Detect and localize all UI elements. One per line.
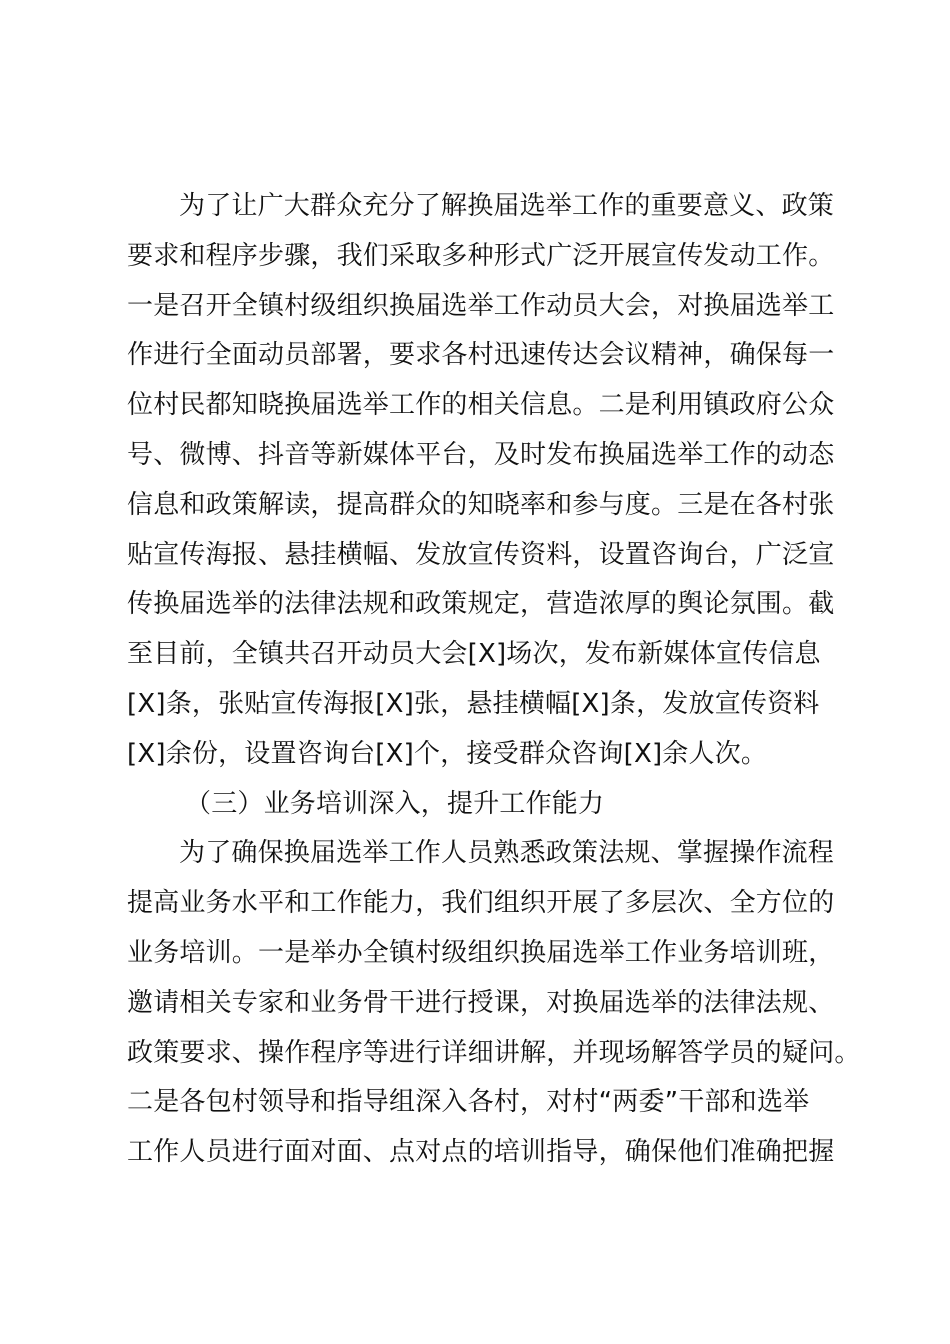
text-line: [X]余份，设置咨询台[X]个，接受群众咨询[X]余人次。 [127, 738, 768, 769]
text-line: 为了确保换届选举工作人员熟悉政策法规、掌握操作流程 [179, 838, 835, 869]
text-line: 工作人员进行面对面、点对点的培训指导，确保他们准确把握 [127, 1137, 835, 1168]
text-line: 二是各包村领导和指导组深入各村，对村“两委”干部和选举 [127, 1087, 810, 1118]
text-line: [X]条，张贴宣传海报[X]张，悬挂横幅[X]条，发放宣传资料 [127, 688, 820, 719]
text-line: 信息和政策解读，提高群众的知晓率和参与度。三是在各村张 [127, 489, 835, 520]
text-line: 号、微博、抖音等新媒体平台，及时发布换届选举工作的动态 [127, 439, 835, 470]
text-line: 为了让广大群众充分了解换届选举工作的重要意义、政策 [179, 191, 835, 221]
paragraph-publicity [127, 182, 833, 780]
text-line: 邀请相关专家和业务骨干进行授课，对换届选举的法律法规、 [127, 987, 835, 1018]
text-line: 贴宣传海报、悬挂横幅、发放宣传资料，设置咨询台，广泛宣 [127, 539, 835, 570]
text-line: 政策要求、操作程序等进行详细讲解，并现场解答学员的疑问。 [127, 1037, 861, 1068]
text-line: 作进行全面动员部署，要求各村迅速传达会议精神，确保每一 [127, 340, 835, 371]
text-line: 位村民都知晓换届选举工作的相关信息。二是利用镇政府公众 [127, 390, 835, 421]
paragraph-training [127, 829, 861, 1178]
text-line: 业务培训。一是举办全镇村级组织换届选举工作业务培训班， [127, 937, 835, 968]
text-line: 要求和程序步骤，我们采取多种形式广泛开展宣传发动工作。 [127, 240, 835, 271]
section-heading: （三）业务培训深入，提升工作能力 [185, 788, 605, 819]
text-line: 提高业务水平和工作能力，我们组织开展了多层次、全方位的 [127, 888, 835, 919]
text-line: 一是召开全镇村级组织换届选举工作动员大会，对换届选举工 [127, 290, 835, 321]
text-line: 至目前，全镇共召开动员大会[X]场次，发布新媒体宣传信息 [127, 639, 821, 670]
text-line: 传换届选举的法律法规和政策规定，营造浓厚的舆论氛围。截 [127, 589, 835, 620]
document-body [127, 182, 861, 1178]
